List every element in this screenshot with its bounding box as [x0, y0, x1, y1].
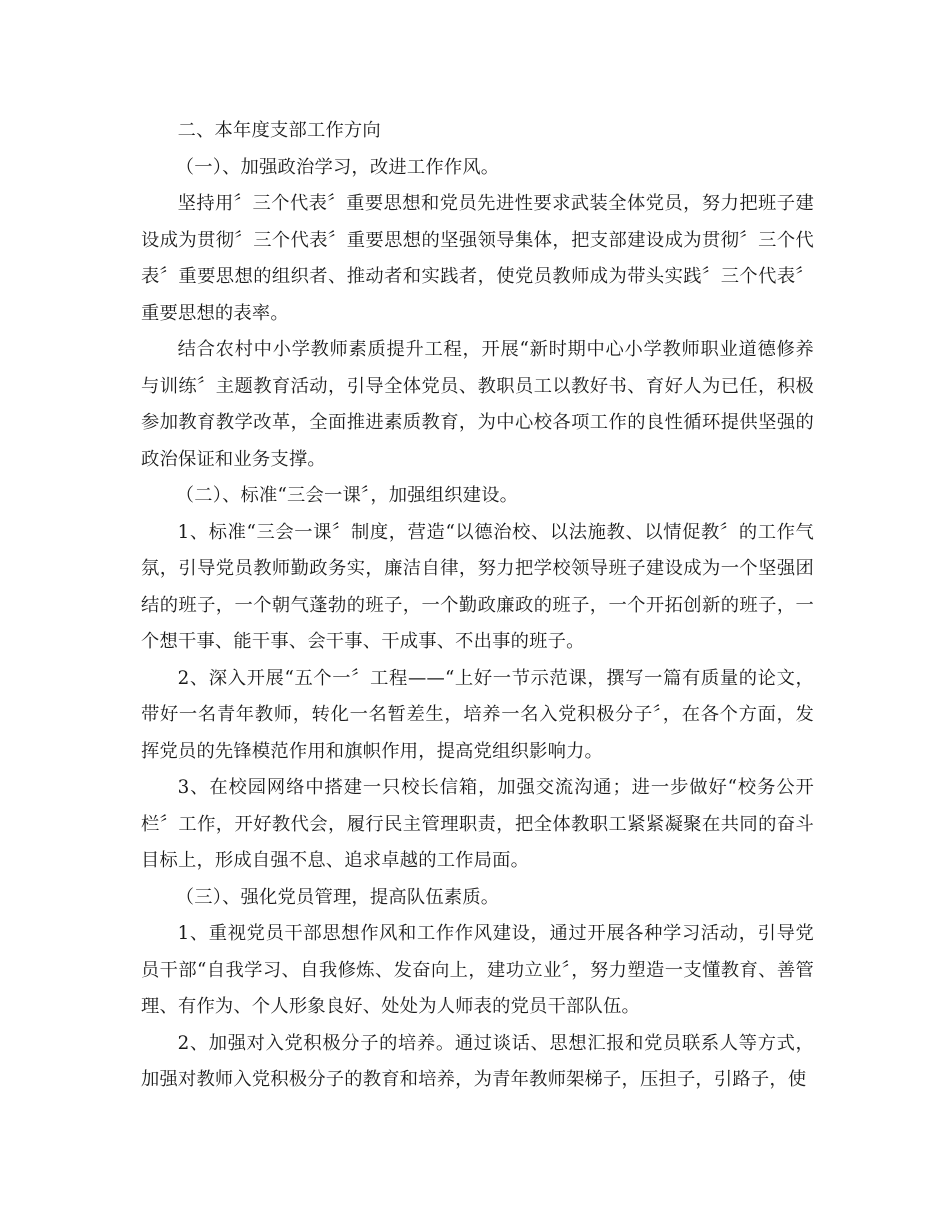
paragraph: 2、深入开展“五个一〞工程——“上好一节示范课，撰写一篇有质量的论文，带好一名青年教师，转化一名暂差生，培养一名入党积极分子〞，在各个方面，发挥党员的先锋模范作用和旗帜作用，提高党组织影响力。 — [141, 667, 814, 762]
paragraph: 2、加强对入党积极分子的培养。通过谈话、思想汇报和党员联系人等方式，加强对教师入党积极分子的教育和培养，为青年教师架梯子，压担子，引路子，使 — [141, 1032, 814, 1090]
subsection-title-2: （二）、标准“三会一课〞，加强组织建设。 — [175, 485, 519, 506]
subsection-title-1: （一）、加强政治学习，改进工作作风。 — [175, 156, 500, 178]
paragraph: 1、标准“三会一课〞制度，营造“以德治校、以法施教、以情促教〞的工作气氛，引导党员教师勤政务实，廉洁自律，努力把学校领导班子建设成为一个坚强团结的班子，一个朝气蓬勃的班子，一个勤政廉政的班子，一个开拓创新的班子，一个想干事、能干事、会干事、干成事、不出事的班子。 — [141, 521, 814, 652]
subsection-title-3: （三）、强化党员管理，提高队伍素质。 — [175, 886, 500, 908]
paragraph: 1、重视党员干部思想作风和工作作风建设，通过开展各种学习活动，引导党员干部“自我学习、自我修炼、发奋向上，建功立业〞，努力塑造一支懂教育、善管理、有作为、个人形象良好、处处为人师表的党员干部队伍。 — [141, 923, 814, 1017]
paragraph: 坚持用〞三个代表〞重要思想和党员先进性要求武装全体党员，努力把班子建设成为贯彻〞三个代表〞重要思想的坚强领导集体，把支部建设成为贯彻〞三个代表〞重要思想的组织者、推动者和实践者，使党员教师成为带头实践〞三个代表〞重要思想的表率。 — [141, 193, 814, 324]
document-page — [141, 113, 814, 1099]
paragraph: 结合农村中小学教师素质提升工程，开展“新时期中心小学教师职业道德修养与训练〞主题教育活动，引导全体党员、教职员工以教好书、育好人为已任，积极参加教育教学改革，全面推进素质教育，为中心校各项工作的良性循环提供坚强的政治保证和业务支撑。 — [141, 339, 814, 470]
paragraph: 3、在校园网络中搭建一只校长信箱，加强交流沟通；进一步做好“校务公开栏〞工作，开好教代会，履行民主管理职责，把全体教职工紧紧凝聚在共同的奋斗目标上，形成自强不息、追求卓越的工作局面。 — [141, 777, 814, 871]
section-title: 二、本年度支部工作方向 — [177, 120, 381, 141]
